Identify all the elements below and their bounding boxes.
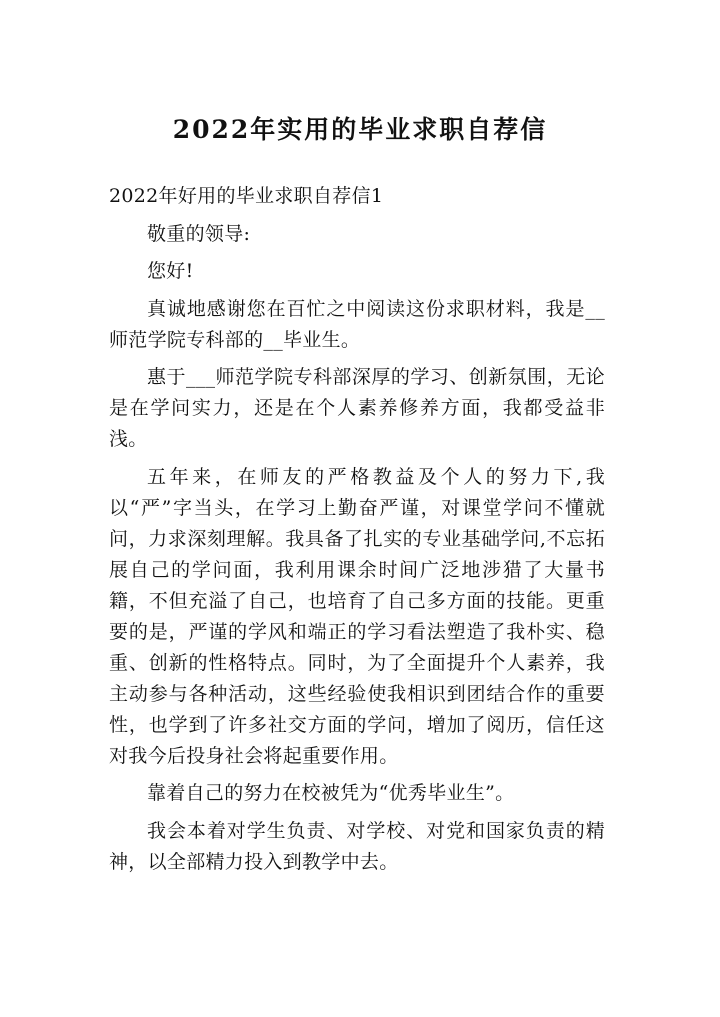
paragraph-3: 五年来，在师友的严格教益及个人的努力下,我以“严”字当头，在学习上勤奋严谨，对课堂学问不懂就问，力求深刻理解。我具备了扎实的专业基础学问,不忘拓展自己的学问面，我利用课余时间广泛地涉猎了大量书籍，不但充溢了自己，也培育了自己多方面的技能。更重要的是，严谨的学风和端正的学习看法塑造了我朴实、稳重、创新的性格特点。同时，为了全面提升个人素养，我主动参与各种活动，这些经验使我相识到团结合作的重要性，也学到了许多社交方面的学问，增加了阅历，信任这对我今后投身社会将起重要作用。 (109, 465, 605, 767)
greeting: 您好! (147, 260, 194, 282)
document-title: 2022年实用的毕业求职自荐信 (172, 115, 548, 144)
paragraph-5: 我会本着对学生负责、对学校、对党和国家负责的精神，以全部精力投入到教学中去。 (109, 819, 605, 873)
paragraph-4: 靠着自己的努力在校被凭为“优秀毕业生”。 (147, 782, 515, 804)
paragraph-2: 惠于___师范学院专科部深厚的学习、创新氛围，无论是在学问实力，还是在个人素养修养方面，我都受益非浅。 (109, 366, 605, 450)
document-body (109, 181, 605, 884)
salutation: 敬重的领导: (147, 222, 251, 245)
paragraph-1: 真诚地感谢您在百忙之中阅读这份求职材料，我是__师范学院专科部的__毕业生。 (109, 297, 605, 351)
section-heading: 2022年好用的毕业求职自荐信1 (109, 185, 384, 207)
